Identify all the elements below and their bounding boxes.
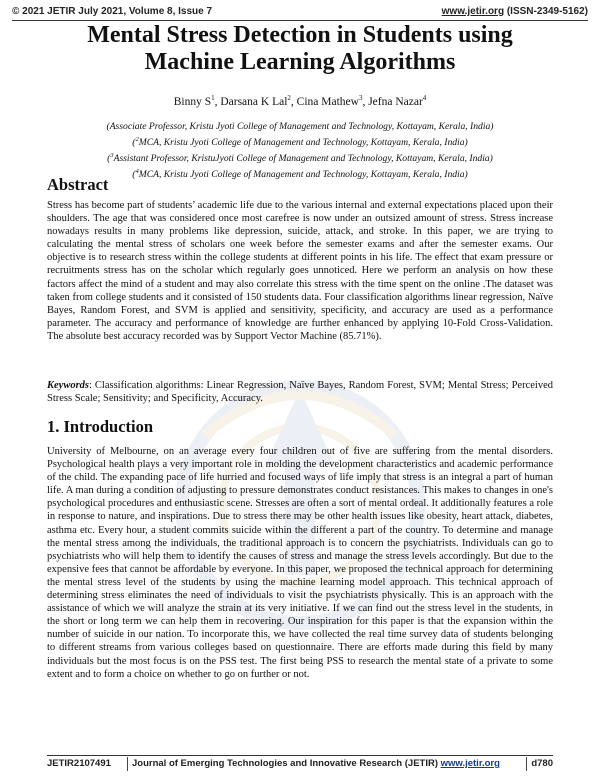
- affiliation-text: MCA, Kristu Jyoti College of Management and Technology, Kottayam, Kerala, India): [138, 169, 468, 181]
- running-footer: [47, 757, 553, 771]
- affiliation-sup: 2: [135, 136, 139, 143]
- footer-journal: [127, 757, 500, 771]
- author-list: Binny $S^1$, Darsana K Lal$^2$, Cina Mathew$^3$, Jefna Nazar$^4$: [173, 94, 427, 108]
- author-name: Jefna Nazar: [368, 95, 423, 108]
- introduction-body: University of Melbourne, on an average every four children out of five are suffering from the mental disorders. Psychological health plays a very important role in molding the development characteristics and academic performance of the child. The expanding pace of life hurried and focused ways of life imply that stress is an integral a part of human life. A man during a condition of adjusting to pressure demonstrates conduct resistances. This makes to changes in one's psychological procedures and enthusiastic scene. Stresses are often a sort of mental ordeal. It additionally features a role in response to nature, and inspirations. Due to stress there may be other health issues like obesity, heart attack, diabetes, asthma etc. Every hour, a student commits suicide within the different a part of the country. To determine and manage the mental stress among the individuals, the traditional approach is to concern the psychiatrists. Individuals can go to psychiatrists who will help them to identify the causes of stress and manage the stress levels accordingly. But due to the expensive fees that cannot be affordable by everyone. In this paper, we proposed the technical approach for determining the mental stress level of the students by using the machine learning model approach. This technical approach of determining stress eliminates the need of individuals to visit the psychiatrists physically. This is an approach with the assistance of which we will analyze the strain at its very initiative. If we can find out the stress level in the students, in the short or long term we can help them in recovering. Our inspiration for this paper is that the expansion within the number of suicide in our nation. To incorporate this, we have collected the real time survey data of students belonging to different streams from various colleges based on questionnaire. There are efforts made during this field by many individuals but the most focus is on the PSS test. The first being PSS to research the mental state of a private to some extent and to form a choice on whether to go on further or not.: [47, 446, 553, 680]
- author-sup: 1: [211, 94, 215, 102]
- header-site: [442, 5, 588, 19]
- keywords-label: Keywords: [47, 380, 89, 391]
- affiliation-text: (Associate Professor, Kristu Jyoti College of Management and Technology, Kottayam, Kerala, India): [106, 121, 494, 132]
- author-sup: 3: [358, 94, 363, 102]
- paper-title: [40, 22, 560, 76]
- header-url-link[interactable]: www.jetir.org: [441, 6, 505, 17]
- abstract-heading: Abstract: [47, 175, 109, 194]
- affiliation-sup: 4: [135, 168, 139, 176]
- keywords-paragraph: [47, 379, 553, 405]
- keywords-text: : Classification algorithms: Linear Regression, Naïve Bayes, Random Forest, SVM; Mental Stress; Perceived Stress Scale; Sensitivity; and Specificity, Accuracy.: [47, 380, 553, 405]
- author-sup: 4: [422, 94, 427, 102]
- affiliation-list: [40, 120, 560, 182]
- affiliation-line: ($^3$Assistant Professor, KristuJyoti College of Management and Technology, Kottayam, Kerala, India): [107, 152, 493, 165]
- title-line-2: Machine Learning Algorithms: [144, 49, 456, 75]
- header-rule: [12, 20, 588, 21]
- affiliation-line: ($^4$MCA, Kristu Jyoti College of Management and Technology, Kottayam, Kerala, India): [132, 168, 468, 181]
- footer-rule: [47, 755, 553, 756]
- author-sup: 2: [287, 94, 291, 102]
- title-line-1: Mental Stress Detection in Students using: [87, 22, 513, 48]
- footer-url-link[interactable]: www.jetir.org: [440, 758, 500, 769]
- footer-page-number: d780: [526, 757, 553, 771]
- affiliation-sup: 3: [110, 152, 114, 160]
- header-citation: © 2021 JETIR July 2021, Volume 8, Issue 7: [12, 6, 213, 17]
- footer-paper-id: JETIR2107491: [47, 758, 111, 769]
- introduction-heading: 1. Introduction: [47, 417, 154, 436]
- header-issn: (ISSN-2349-5162): [506, 6, 588, 17]
- abstract-body: Stress has become part of students’ academic life due to the various internal and external expectations placed upon their shoulders. The age that was considered once most carefree is now under an outsized amount of stress. Stress increase nowadays results in many problems like depression, suicide, attack, and stroke. In this paper, we are trying to calculating the mental stress of scholars one week before the semester exams and after the semester exams. Our objective is to research stress within the college students at different points in his life. The effect that exam pressure or recruitments stress has on the scholar which regularly goes unnoticed. Here we perform an analysis on how these factors affect the mind of a student and may also correlate this stress with the time spent on the online .The dataset was taken from college students and it consisted of 150 students data. Four classification algorithms linear regression, Naïve Bayes, Random Forest, and SVM is applied and sensitivity, specificity, and accuracy are used as a performance parameter. The accuracy and performance of knowledge are further enhanced by applying 10-Fold Cross-Validation. The absolute best accuracy recorded was by Support Vector Machine (85.71%).: [47, 200, 553, 342]
- affiliation-line: ($^2$MCA, Kristu Jyoti College of Management and Technology, Kottayam, Kerala, India): [132, 136, 468, 149]
- author-name: Binny S: [173, 95, 212, 108]
- author-name: Cina Mathew: [296, 95, 359, 108]
- affiliation-line: [40, 120, 560, 133]
- footer-journal-name: Journal of Emerging Technologies and Innovative Research (JETIR): [132, 758, 438, 769]
- running-header: [12, 5, 588, 19]
- author-name: Darsana K Lal: [220, 95, 288, 108]
- affiliation-text: Assistant Professor, KristuJyoti College of Management and Technology, Kottayam, Kerala, India): [113, 153, 493, 165]
- affiliation-text: MCA, Kristu Jyoti College of Management and Technology, Kottayam, Kerala, India): [138, 137, 468, 149]
